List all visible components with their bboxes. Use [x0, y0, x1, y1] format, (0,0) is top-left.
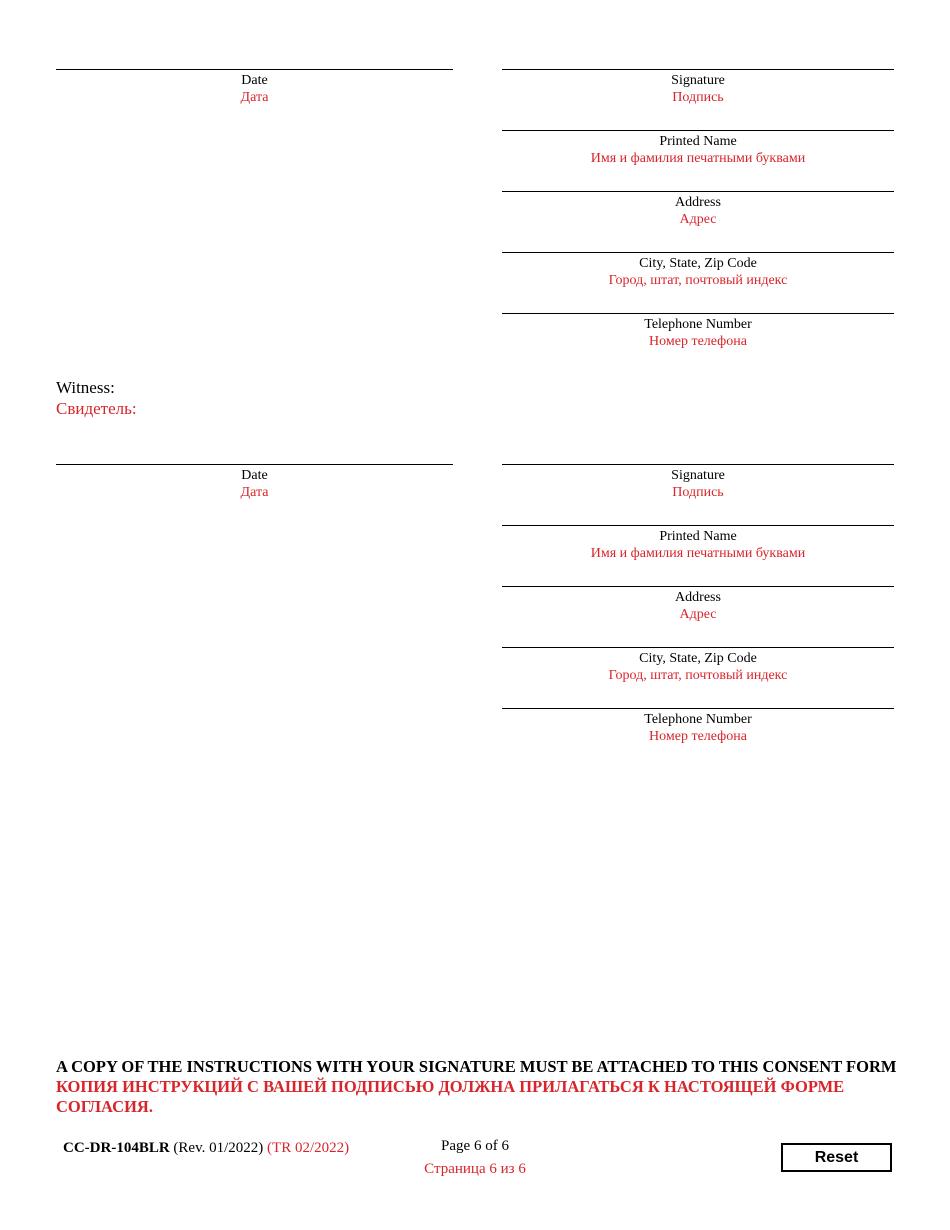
printed-name-field-1	[502, 130, 894, 167]
date-field-2	[56, 464, 453, 501]
telephone-label-ru: Номер телефона	[649, 729, 747, 744]
form-translation-date: (TR 02/2022)	[267, 1140, 350, 1156]
address-input-1[interactable]	[502, 166, 894, 192]
city-state-zip-label-ru: Город, штат, почтовый индекс	[608, 273, 788, 288]
attachment-notice	[56, 1057, 906, 1117]
telephone-label: Telephone Number	[644, 712, 752, 727]
attachment-notice-en: A COPY OF THE INSTRUCTIONS WITH YOUR SIGNATURE MUST BE ATTACHED TO THIS CONSENT FORM	[56, 1057, 897, 1076]
form-number: CC-DR-104BLR	[63, 1140, 170, 1156]
city-state-zip-label-ru: Город, штат, почтовый индекс	[608, 668, 788, 683]
signature-label: Signature	[671, 73, 725, 88]
address-input-2[interactable]	[502, 561, 894, 587]
telephone-input-1[interactable]	[502, 288, 894, 314]
reset-button[interactable]: Reset	[781, 1143, 892, 1172]
printed-name-input-1[interactable]	[502, 105, 894, 131]
signature-label: Signature	[671, 468, 725, 483]
city-state-zip-label: City, State, Zip Code	[639, 651, 757, 666]
date-label: Date	[241, 73, 268, 88]
page-number	[400, 1135, 550, 1181]
address-label-ru: Адрес	[679, 212, 717, 227]
city-state-zip-input-2[interactable]	[502, 622, 894, 648]
date-input-2[interactable]	[56, 439, 453, 465]
date-label-ru: Дата	[240, 485, 269, 500]
printed-name-label-ru: Имя и фамилия печатными буквами	[590, 546, 806, 561]
telephone-label: Telephone Number	[644, 317, 752, 332]
witness-heading-ru: Свидетель:	[56, 399, 137, 418]
city-state-zip-input-1[interactable]	[502, 227, 894, 253]
city-state-zip-label: City, State, Zip Code	[639, 256, 757, 271]
signature-label-ru: Подпись	[672, 90, 724, 105]
date-label: Date	[241, 468, 268, 483]
printed-name-label: Printed Name	[659, 529, 737, 544]
telephone-label-ru: Номер телефона	[649, 334, 747, 349]
form-revision: (Rev. 01/2022)	[173, 1140, 264, 1156]
address-field-1	[502, 191, 894, 228]
printed-name-label: Printed Name	[659, 134, 737, 149]
city-state-zip-field-2	[502, 647, 894, 684]
attachment-notice-ru: КОПИЯ ИНСТРУКЦИЙ С ВАШЕЙ ПОДПИСЬЮ ДОЛЖНА ПРИЛАГАТЬСЯ К НАСТОЯЩЕЙ ФОРМЕ СОГЛАСИЯ.	[56, 1077, 845, 1116]
telephone-input-2[interactable]	[502, 683, 894, 709]
page-number-ru: Страница 6 из 6	[424, 1161, 526, 1177]
telephone-field-1	[502, 313, 894, 350]
witness-heading: Witness:	[56, 378, 115, 397]
address-field-2	[502, 586, 894, 623]
signature-field-2	[502, 464, 894, 501]
date-label-ru: Дата	[240, 90, 269, 105]
printed-name-field-2	[502, 525, 894, 562]
signature-input-2[interactable]	[502, 439, 894, 465]
page-number-en: Page 6 of 6	[441, 1138, 509, 1154]
printed-name-label-ru: Имя и фамилия печатными буквами	[590, 151, 806, 166]
form-code	[63, 1140, 349, 1157]
signature-label-ru: Подпись	[672, 485, 724, 500]
address-label: Address	[675, 195, 721, 210]
address-label: Address	[675, 590, 721, 605]
signature-field-1	[502, 69, 894, 106]
telephone-field-2	[502, 708, 894, 745]
city-state-zip-field-1	[502, 252, 894, 289]
printed-name-input-2[interactable]	[502, 500, 894, 526]
date-input-1[interactable]	[56, 44, 453, 70]
date-field-1	[56, 69, 453, 106]
signature-input-1[interactable]	[502, 44, 894, 70]
address-label-ru: Адрес	[679, 607, 717, 622]
